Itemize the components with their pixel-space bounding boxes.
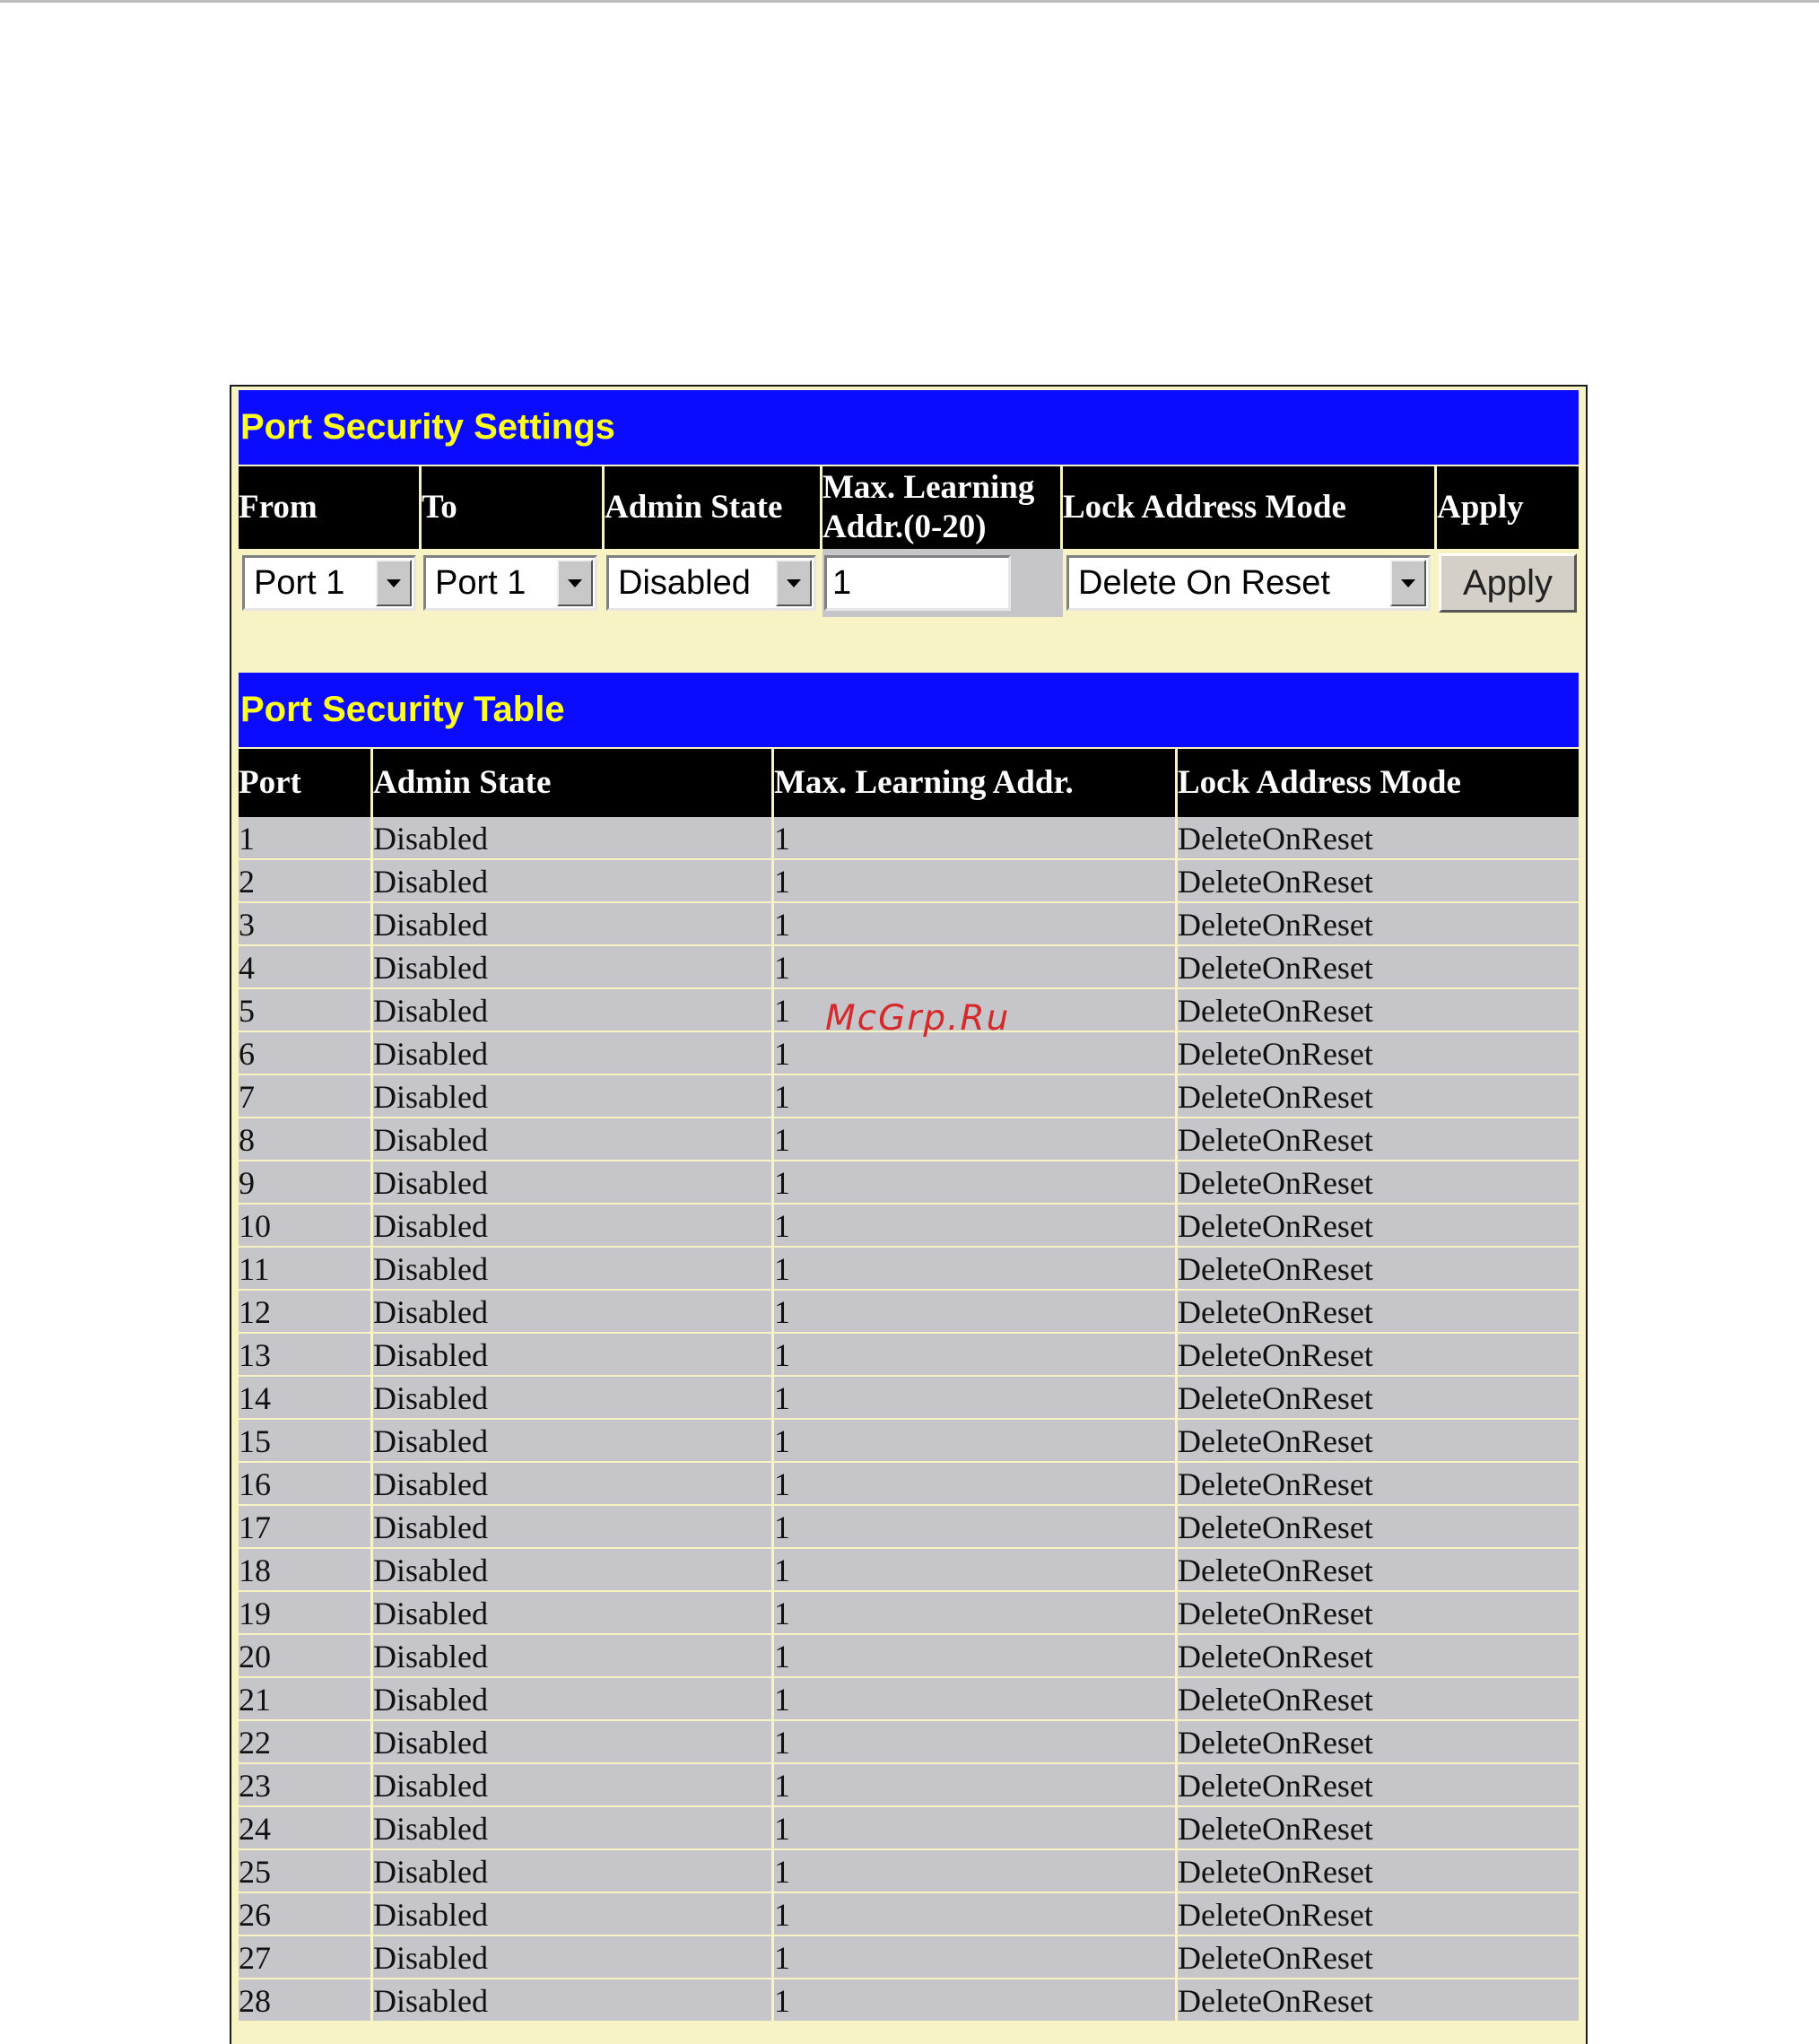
cell-max-learning: 1 — [774, 1118, 1178, 1161]
cell-admin-state: Disabled — [373, 1936, 774, 1979]
cell-admin-state: Disabled — [373, 1291, 774, 1334]
table-row — [239, 1118, 1579, 1161]
cell-lock-mode: DeleteOnReset — [1178, 989, 1579, 1032]
cell-max-learning: 1 — [774, 1248, 1178, 1291]
cell-lock-mode: DeleteOnReset — [1178, 903, 1579, 946]
header-admin-state: Admin State — [605, 466, 822, 549]
cell-max-learning: 1 — [774, 1205, 1178, 1248]
cell-port: 7 — [239, 1075, 373, 1118]
cell-port: 16 — [239, 1463, 373, 1506]
admin-state-cell — [605, 549, 822, 617]
cell-admin-state: Disabled — [373, 1032, 774, 1075]
cell-lock-mode: DeleteOnReset — [1178, 1291, 1579, 1334]
cell-port: 21 — [239, 1678, 373, 1721]
col-lock-mode: Lock Address Mode — [1178, 749, 1579, 817]
table-row — [239, 1420, 1579, 1463]
cell-max-learning: 1 — [774, 817, 1178, 860]
cell-port: 27 — [239, 1936, 373, 1979]
cell-max-learning: 1 — [774, 903, 1178, 946]
cell-lock-mode: DeleteOnReset — [1178, 1248, 1579, 1291]
lock-mode-cell — [1063, 549, 1437, 617]
cell-max-learning: 1 — [774, 1075, 1178, 1118]
cell-admin-state: Disabled — [373, 1893, 774, 1936]
col-port: Port — [239, 749, 373, 817]
cell-max-learning: 1 — [774, 1032, 1178, 1075]
cell-port: 9 — [239, 1161, 373, 1205]
cell-lock-mode: DeleteOnReset — [1178, 1118, 1579, 1161]
cell-admin-state: Disabled — [373, 1721, 774, 1764]
table-row — [239, 1032, 1579, 1075]
apply-cell — [1437, 549, 1579, 617]
cell-admin-state: Disabled — [373, 989, 774, 1032]
cell-max-learning: 1 — [774, 1463, 1178, 1506]
cell-lock-mode: DeleteOnReset — [1178, 946, 1579, 989]
table-row — [239, 1463, 1579, 1506]
cell-lock-mode: DeleteOnReset — [1178, 1850, 1579, 1893]
cell-admin-state: Disabled — [373, 1592, 774, 1635]
cell-port: 20 — [239, 1635, 373, 1678]
cell-lock-mode: DeleteOnReset — [1178, 1075, 1579, 1118]
cell-max-learning: 1 — [774, 860, 1178, 903]
cell-lock-mode: DeleteOnReset — [1178, 1893, 1579, 1936]
header-to: To — [422, 466, 605, 549]
header-max-learning-line2: Addr.(0-20) — [822, 509, 987, 545]
cell-lock-mode: DeleteOnReset — [1178, 1463, 1579, 1506]
cell-port: 23 — [239, 1764, 373, 1807]
col-admin-state: Admin State — [373, 749, 774, 817]
cell-lock-mode: DeleteOnReset — [1178, 1334, 1579, 1377]
chevron-down-icon[interactable] — [376, 560, 412, 606]
cell-admin-state: Disabled — [373, 1850, 774, 1893]
cell-admin-state: Disabled — [373, 946, 774, 989]
settings-control-row — [239, 549, 1579, 617]
cell-lock-mode: DeleteOnReset — [1178, 1420, 1579, 1463]
chevron-down-icon[interactable] — [1390, 560, 1426, 606]
cell-lock-mode: DeleteOnReset — [1178, 1506, 1579, 1549]
cell-port: 3 — [239, 903, 373, 946]
cell-port: 25 — [239, 1850, 373, 1893]
max-learning-input[interactable]: 1 — [824, 555, 1011, 611]
table-header-row — [239, 747, 1579, 817]
cell-lock-mode: DeleteOnReset — [1178, 1807, 1579, 1850]
header-from: From — [239, 466, 422, 549]
table-row — [239, 860, 1579, 903]
cell-admin-state: Disabled — [373, 1506, 774, 1549]
table-row — [239, 1979, 1579, 2022]
cell-admin-state: Disabled — [373, 903, 774, 946]
table-row — [239, 1205, 1579, 1248]
cell-admin-state: Disabled — [373, 1764, 774, 1807]
cell-admin-state: Disabled — [373, 1205, 774, 1248]
cell-max-learning: 1 — [774, 1979, 1178, 2022]
cell-lock-mode: DeleteOnReset — [1178, 1032, 1579, 1075]
table-row — [239, 1592, 1579, 1635]
cell-port: 18 — [239, 1549, 373, 1592]
chevron-down-icon[interactable] — [776, 560, 812, 606]
table-row — [239, 1549, 1579, 1592]
cell-lock-mode: DeleteOnReset — [1178, 1549, 1579, 1592]
cell-max-learning: 1 — [774, 1678, 1178, 1721]
cell-max-learning: 1 — [774, 946, 1178, 989]
cell-port: 5 — [239, 989, 373, 1032]
cell-max-learning: 1 — [774, 1161, 1178, 1205]
cell-max-learning: 1 — [774, 1549, 1178, 1592]
table-row — [239, 1377, 1579, 1420]
cell-lock-mode: DeleteOnReset — [1178, 1161, 1579, 1205]
cell-lock-mode: DeleteOnReset — [1178, 860, 1579, 903]
cell-max-learning: 1 — [774, 1721, 1178, 1764]
header-lock-mode: Lock Address Mode — [1063, 466, 1437, 549]
cell-port: 26 — [239, 1893, 373, 1936]
port-security-content — [239, 390, 1579, 2022]
cell-port: 19 — [239, 1592, 373, 1635]
cell-max-learning: 1 — [774, 1764, 1178, 1807]
to-port-value: Port 1 — [435, 563, 527, 602]
cell-lock-mode: DeleteOnReset — [1178, 1635, 1579, 1678]
table-row — [239, 1764, 1579, 1807]
cell-port: 1 — [239, 817, 373, 860]
cell-lock-mode: DeleteOnReset — [1178, 1377, 1579, 1420]
cell-max-learning: 1 — [774, 1291, 1178, 1334]
table-row — [239, 1850, 1579, 1893]
cell-admin-state: Disabled — [373, 1161, 774, 1205]
cell-admin-state: Disabled — [373, 1075, 774, 1118]
cell-admin-state: Disabled — [373, 1463, 774, 1506]
cell-admin-state: Disabled — [373, 860, 774, 903]
table-row — [239, 1678, 1579, 1721]
cell-max-learning: 1 — [774, 1850, 1178, 1893]
section-gap — [239, 617, 1579, 673]
cell-max-learning: 1 — [774, 989, 1178, 1032]
cell-port: 17 — [239, 1506, 373, 1549]
table-row — [239, 1334, 1579, 1377]
table-row — [239, 1075, 1579, 1118]
port-security-frame — [230, 385, 1588, 2044]
top-rule — [0, 0, 1819, 3]
cell-max-learning: 1 — [774, 1807, 1178, 1850]
table-row — [239, 946, 1579, 989]
settings-header-row — [239, 465, 1579, 549]
cell-port: 8 — [239, 1118, 373, 1161]
cell-port: 22 — [239, 1721, 373, 1764]
cell-port: 13 — [239, 1334, 373, 1377]
cell-lock-mode: DeleteOnReset — [1178, 1764, 1579, 1807]
cell-admin-state: Disabled — [373, 1549, 774, 1592]
cell-max-learning: 1 — [774, 1936, 1178, 1979]
col-max-learning: Max. Learning Addr. — [774, 749, 1178, 817]
cell-max-learning: 1 — [774, 1635, 1178, 1678]
admin-state-value: Disabled — [618, 563, 751, 602]
table-row — [239, 1807, 1579, 1850]
from-port-select[interactable] — [242, 555, 416, 611]
cell-admin-state: Disabled — [373, 1248, 774, 1291]
cell-admin-state: Disabled — [373, 1377, 774, 1420]
table-row — [239, 1161, 1579, 1205]
cell-lock-mode: DeleteOnReset — [1178, 1205, 1579, 1248]
cell-max-learning: 1 — [774, 1506, 1178, 1549]
cell-port: 28 — [239, 1979, 373, 2022]
cell-admin-state: Disabled — [373, 1979, 774, 2022]
cell-port: 12 — [239, 1291, 373, 1334]
cell-port: 2 — [239, 860, 373, 903]
watermark: McGrp.Ru — [825, 998, 1011, 1039]
header-max-learning — [822, 466, 1063, 549]
cell-port: 4 — [239, 946, 373, 989]
from-cell — [239, 549, 422, 617]
table-row — [239, 1291, 1579, 1334]
cell-max-learning: 1 — [774, 1893, 1178, 1936]
cell-lock-mode: DeleteOnReset — [1178, 1678, 1579, 1721]
settings-title: Port Security Settings — [239, 390, 1579, 465]
lock-mode-value: Delete On Reset — [1078, 563, 1330, 602]
cell-lock-mode: DeleteOnReset — [1178, 1721, 1579, 1764]
lock-mode-select[interactable] — [1066, 555, 1431, 611]
cell-port: 6 — [239, 1032, 373, 1075]
cell-lock-mode: DeleteOnReset — [1178, 817, 1579, 860]
cell-admin-state: Disabled — [373, 1635, 774, 1678]
table-row — [239, 817, 1579, 860]
cell-admin-state: Disabled — [373, 1807, 774, 1850]
cell-port: 15 — [239, 1420, 373, 1463]
chevron-down-icon[interactable] — [557, 560, 593, 606]
cell-max-learning: 1 — [774, 1334, 1178, 1377]
cell-admin-state: Disabled — [373, 1118, 774, 1161]
cell-max-learning: 1 — [774, 1377, 1178, 1420]
header-max-learning-line1: Max. Learning — [822, 469, 1035, 506]
header-apply: Apply — [1437, 466, 1579, 549]
cell-admin-state: Disabled — [373, 1678, 774, 1721]
max-learning-cell — [822, 549, 1063, 617]
table-row — [239, 1936, 1579, 1979]
table-row — [239, 1893, 1579, 1936]
table-row — [239, 1721, 1579, 1764]
cell-admin-state: Disabled — [373, 817, 774, 860]
cell-lock-mode: DeleteOnReset — [1178, 1936, 1579, 1979]
cell-max-learning: 1 — [774, 1420, 1178, 1463]
table-title: Port Security Table — [239, 673, 1579, 747]
table-row — [239, 1506, 1579, 1549]
cell-lock-mode: DeleteOnReset — [1178, 1979, 1579, 2022]
table-row — [239, 1248, 1579, 1291]
cell-lock-mode: DeleteOnReset — [1178, 1592, 1579, 1635]
to-cell — [422, 549, 605, 617]
cell-admin-state: Disabled — [373, 1334, 774, 1377]
to-port-select[interactable] — [423, 555, 597, 611]
cell-port: 11 — [239, 1248, 373, 1291]
cell-port: 14 — [239, 1377, 373, 1420]
cell-admin-state: Disabled — [373, 1420, 774, 1463]
cell-port: 10 — [239, 1205, 373, 1248]
table-row — [239, 1635, 1579, 1678]
admin-state-select[interactable] — [606, 555, 816, 611]
cell-port: 24 — [239, 1807, 373, 1850]
from-port-value: Port 1 — [254, 563, 345, 602]
table-row — [239, 903, 1579, 946]
apply-button[interactable]: Apply — [1439, 553, 1577, 613]
cell-max-learning: 1 — [774, 1592, 1178, 1635]
